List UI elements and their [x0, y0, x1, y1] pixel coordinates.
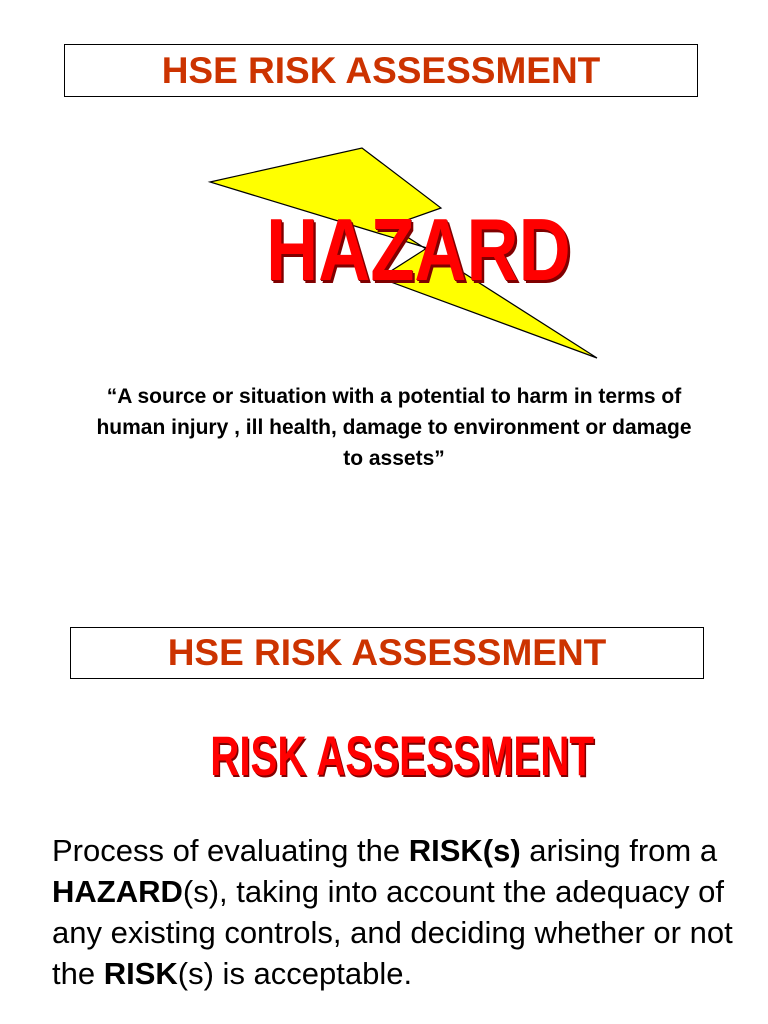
process-text-part: (s) is acceptable.: [177, 956, 413, 991]
slide2-title-box: [70, 627, 704, 679]
process-text-part: Process of evaluating the: [52, 833, 409, 868]
hazard-banner: HAZARD: [266, 200, 571, 299]
risk-emphasis: RISK: [103, 956, 178, 991]
risk-assessment-definition: [52, 830, 742, 994]
hazard-emphasis: HAZARD: [52, 874, 183, 909]
slide2-title: HSE RISK ASSESSMENT: [167, 632, 607, 673]
risk-emphasis: RISK(s): [408, 833, 521, 868]
slide1-title: HSE RISK ASSESSMENT: [161, 49, 601, 91]
slide1-title-box: [64, 44, 698, 97]
hazard-definition: “A source or situation with a potential to harm in terms of human injury , ill health, damage to environment or damage to assets”: [96, 385, 692, 470]
process-text-part: arising from a: [520, 833, 718, 868]
process-text-part: (s), taking into account the adequacy of any existing controls, and deciding whether or not the: [52, 874, 733, 991]
risk-assessment-banner: RISK ASSESSMENT: [210, 724, 595, 787]
